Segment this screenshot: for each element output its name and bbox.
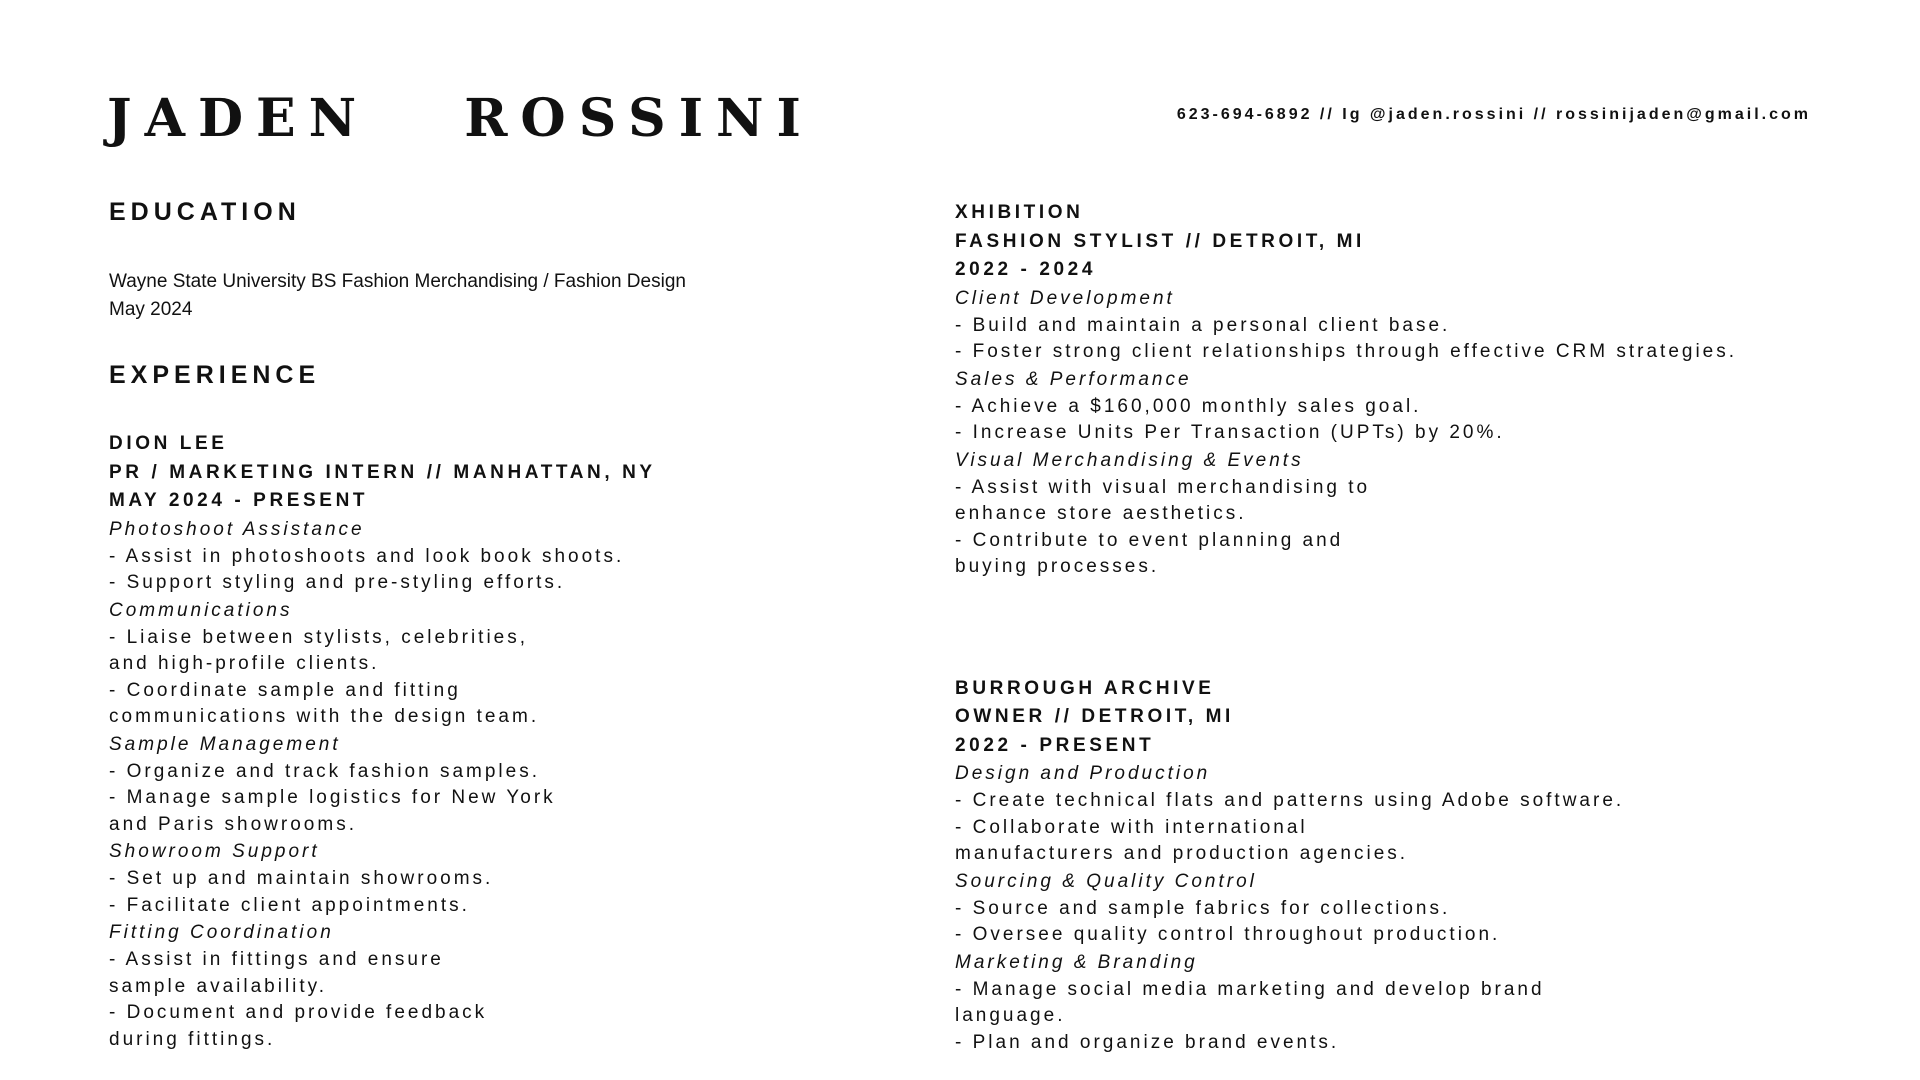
job-bullet: language.: [955, 1005, 1066, 1026]
right-column: [955, 199, 1855, 1056]
job-bullet: communications with the design team.: [109, 706, 540, 727]
job-bullet: - Achieve a $160,000 monthly sales goal.: [955, 395, 1422, 417]
job-category: Sample Management: [109, 733, 341, 755]
job-bullet: manufacturers and production agencies.: [955, 843, 1409, 864]
job-company: XHIBITION: [955, 202, 1084, 223]
job-dates: 2022 - PRESENT: [955, 734, 1155, 756]
job-category: Showroom Support: [109, 841, 320, 862]
job-bullet: - Oversee quality control throughout production.: [955, 924, 1501, 945]
job-bullet: sample availability.: [109, 975, 328, 997]
job-role: FASHION STYLIST // DETROIT, MI: [955, 230, 1365, 252]
job-company: BURROUGH ARCHIVE: [955, 677, 1215, 699]
job-category: Communications: [109, 599, 293, 621]
job-company: DION LEE: [109, 433, 228, 454]
job-bullet: - Build and maintain a personal client base.: [955, 314, 1451, 336]
job-bullet: - Create technical flats and patterns using Adobe software.: [955, 790, 1625, 811]
job-bullet: - Manage social media marketing and develop brand: [955, 978, 1545, 1000]
job-bullet: - Plan and organize brand events.: [955, 1031, 1340, 1053]
education-degree: Wayne State University BS Fashion Merchandising / Fashion Design: [109, 271, 686, 292]
job-bullet: - Document and provide feedback: [109, 1002, 488, 1023]
contact-info: 623-694-6892 // Ig @jaden.rossini // rossinijaden@gmail.com: [1176, 106, 1811, 123]
job-bullet: - Assist in fittings and ensure: [109, 949, 444, 970]
job-category: Visual Merchandising & Events: [955, 449, 1304, 471]
education-date: May 2024: [109, 299, 193, 320]
job-bullet: - Contribute to event planning and: [955, 529, 1344, 551]
job-bullet: and Paris showrooms.: [109, 813, 357, 835]
job-dates: MAY 2024 - PRESENT: [109, 490, 369, 511]
job-dion-lee: [109, 430, 869, 1053]
job-dates: 2022 - 2024: [955, 259, 1097, 280]
job-bullet: - Liaise between stylists, celebrities,: [109, 626, 529, 648]
job-category: Marketing & Branding: [955, 951, 1198, 973]
job-role: PR / MARKETING INTERN // MANHATTAN, NY: [109, 461, 656, 483]
job-bullet: and high-profile clients.: [109, 653, 380, 674]
job-bullet: - Collaborate with international: [955, 816, 1308, 838]
job-category: Client Development: [955, 287, 1175, 309]
job-bullet: enhance store aesthetics.: [955, 503, 1247, 524]
job-category: Fitting Coordination: [109, 922, 334, 943]
first-name: JADEN: [107, 88, 370, 149]
job-bullet: - Source and sample fabrics for collections.: [955, 897, 1451, 919]
experience-heading: EXPERIENCE: [109, 361, 321, 389]
job-bullet: - Coordinate sample and fitting: [109, 679, 461, 701]
job-xhibition: [955, 199, 1855, 581]
job-bullet: - Facilitate client appointments.: [109, 894, 470, 916]
resume-name: [107, 84, 814, 154]
education-heading: EDUCATION: [109, 198, 301, 226]
job-bullet: - Foster strong client relationships through effective CRM strategies.: [955, 341, 1738, 362]
job-bullet: - Manage sample logistics for New York: [109, 787, 556, 808]
job-bullet: - Organize and track fashion samples.: [109, 760, 540, 782]
job-burrough-archive: [955, 675, 1855, 1057]
left-column: [109, 198, 869, 1053]
last-name: ROSSINI: [464, 88, 814, 149]
job-category: Photoshoot Assistance: [109, 518, 365, 540]
job-bullet: - Assist in photoshoots and look book shoots.: [109, 545, 625, 567]
job-category: Sales & Performance: [955, 368, 1192, 390]
job-bullet: - Increase Units Per Transaction (UPTs) by 20%.: [955, 422, 1505, 443]
education-block: [109, 268, 869, 324]
job-bullet: - Set up and maintain showrooms.: [109, 868, 494, 889]
job-category: Design and Production: [955, 763, 1211, 784]
job-bullet: - Assist with visual merchandising to: [955, 476, 1371, 498]
job-category: Sourcing & Quality Control: [955, 870, 1257, 892]
job-bullet: during fittings.: [109, 1028, 276, 1050]
job-bullet: - Support styling and pre-styling efforts.: [109, 572, 566, 593]
job-bullet: buying processes.: [955, 556, 1160, 577]
job-role: OWNER // DETROIT, MI: [955, 706, 1234, 727]
